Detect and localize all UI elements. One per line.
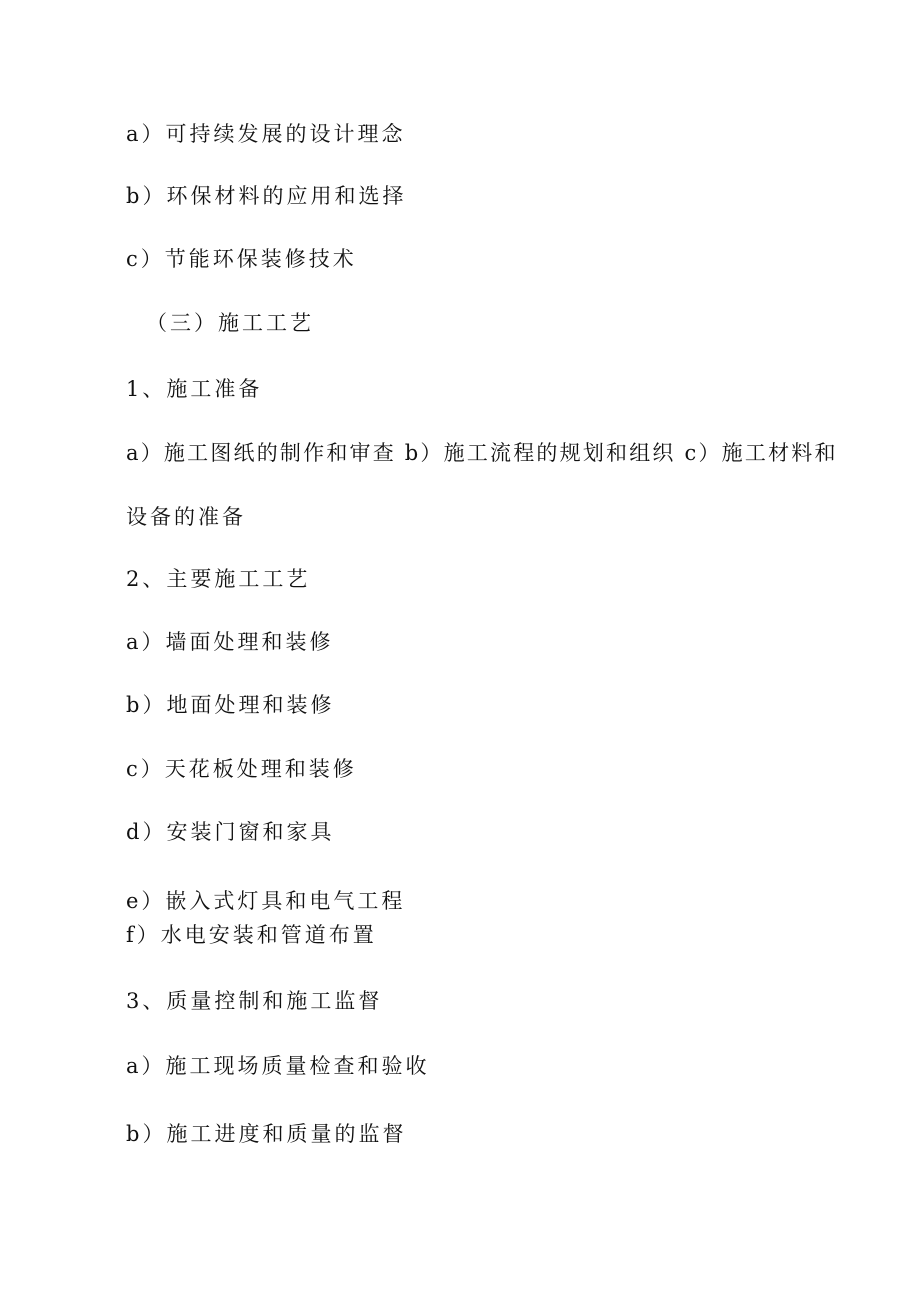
list-item-ceiling-treatment: c）天花板处理和装修 — [126, 757, 357, 781]
list-item-doors-furniture: d）安装门窗和家具 — [126, 820, 335, 844]
subheading-quality-control: 3、质量控制和施工监督 — [126, 989, 383, 1013]
list-item-plumbing: f）水电安装和管道布置 — [126, 923, 377, 947]
paragraph-preparation-items-continued: 设备的准备 — [126, 505, 246, 529]
list-item-floor-treatment: b）地面处理和装修 — [126, 693, 335, 717]
subheading-construction-preparation: 1、施工准备 — [126, 377, 263, 401]
list-item-sustainable-design: a）可持续发展的设计理念 — [126, 122, 406, 146]
list-item-wall-treatment: a）墙面处理和装修 — [126, 630, 334, 654]
list-item-lighting-electrical: e）嵌入式灯具和电气工程 — [126, 889, 406, 913]
list-item-eco-materials: b）环保材料的应用和选择 — [126, 184, 407, 208]
list-item-site-inspection: a）施工现场质量检查和验收 — [126, 1054, 430, 1078]
section-heading-construction-process: （三）施工工艺 — [146, 311, 314, 335]
list-item-energy-saving: c）节能环保装修技术 — [126, 247, 357, 271]
paragraph-preparation-items: a）施工图纸的制作和审查 b）施工流程的规划和组织 c）施工材料和 — [126, 441, 838, 465]
list-item-progress-supervision: b）施工进度和质量的监督 — [126, 1122, 407, 1146]
subheading-main-processes: 2、主要施工工艺 — [126, 567, 311, 591]
